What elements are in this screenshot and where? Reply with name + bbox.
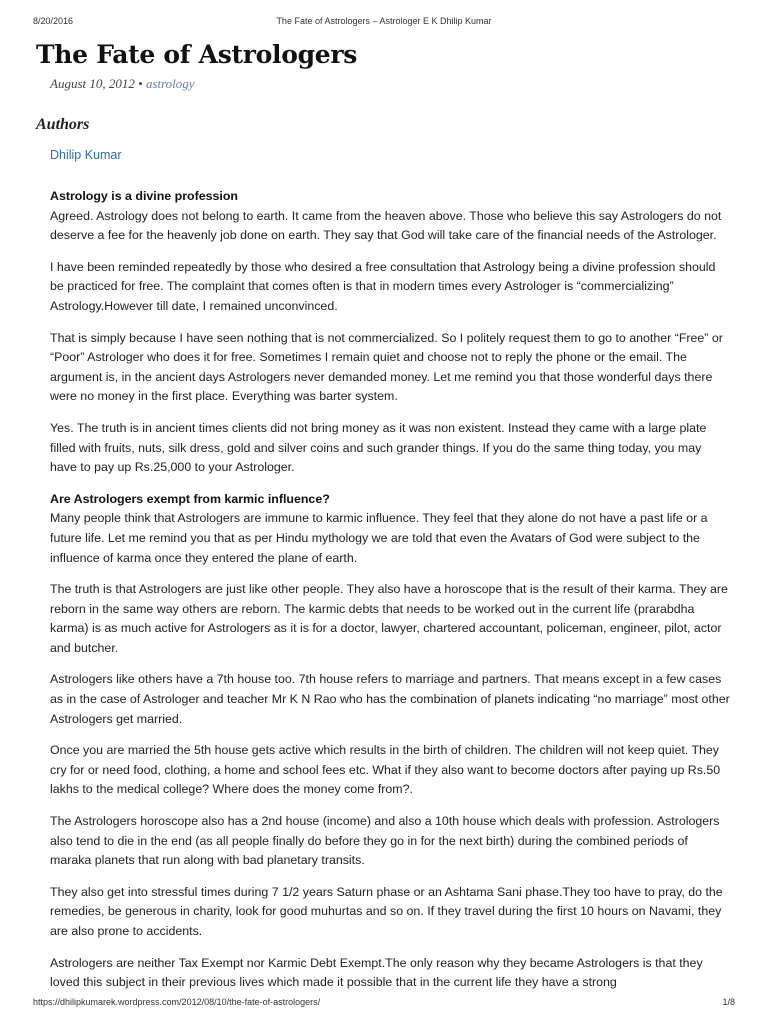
author-link[interactable]: Dhilip Kumar <box>50 148 122 162</box>
print-footer <box>33 997 735 1007</box>
article-title: The Fate of Astrologers <box>36 40 358 69</box>
authors-heading: Authors <box>36 116 90 133</box>
paragraph: Agreed. Astrology does not belong to earth. It came from the heaven above. Those who believe this say Astrologers do not deserve a fee for the heavenly job done on earth. They say that God will take care of the financial needs of the Astrologer. <box>50 208 722 243</box>
section-title: Are Astrologers exempt from karmic influence? <box>50 491 330 506</box>
article-meta <box>50 76 736 92</box>
paragraph: Once you are married the 5th house gets active which results in the birth of children. The children will not keep quiet. They cry for or need food, clothing, a home and school fees etc. What if they also want to become doctors after paying up Rs.50 lakhs to the medical college? Where does the money come from?. <box>50 743 721 797</box>
meta-separator: • <box>134 76 146 91</box>
paragraph: The Astrologers horoscope also has a 2nd house (income) and also a 10th house which deals with profession. Astrologers also tend to die in the end (as all people finally do before they go in for the next birth) during the combined periods of maraka planets that run along with bad planetary transits. <box>50 814 720 868</box>
paragraph: Astrologers are neither Tax Exempt nor Karmic Debt Exempt.The only reason why they became Astrologers is that they loved this subject in their previous lives which made it possible that in the current life they have a strong <box>50 955 703 990</box>
print-page-title: The Fate of Astrologers – Astrologer E K Dhilip Kumar <box>276 16 492 26</box>
post-date[interactable]: August 10, 2012 <box>50 76 135 91</box>
category-link[interactable]: astrology <box>145 76 195 91</box>
print-date: 8/20/2016 <box>33 16 74 26</box>
paragraph: The truth is that Astrologers are just like other people. They also have a horoscope that is the result of their karma. They are reborn in the same way others are reborn. The karmic debts that needs to be worked out in the current life (prarabdha karma) is as much active for Astrologers as it is for a doctor, lawyer, chartered accountant, policeman, engineer, pilot, actor and butcher. <box>50 582 728 655</box>
paragraph: That is simply because I have seen nothing that is not commercialized. So I politely request them to go to another “Free” or “Poor” Astrologer who does it for free. Sometimes I remain quiet and choose not to reply the phone or the email. The argument is, in the ancient days Astrologers never demanded money. Let me remind you that those wonderful days there were no money in the first place. Everything was barter system. <box>50 330 723 404</box>
article-body <box>50 187 730 993</box>
paragraph: I have been reminded repeatedly by those who desired a free consultation that Astrology being a divine profession should be practiced for free. The complaint that comes often is that in modern times every Astrologer is “commercializing” Astrology.However till date, I remained unconvinced. <box>50 259 716 313</box>
page-url: https://dhilipkumarek.wordpress.com/2012/08/10/the-fate-of-astrologers/ <box>33 997 321 1007</box>
print-header <box>33 16 735 26</box>
paragraph: Astrologers like others have a 7th house too. 7th house refers to marriage and partners. That means except in a few cases as in the case of Astrologer and teacher Mr K N Rao who has the combination of planets indicating “no marriage” most other Astrologers get married. <box>50 672 730 726</box>
paragraph: Yes. The truth is in ancient times clients did not bring money as it was non existent. Instead they came with a large plate filled with fruits, nuts, silk dress, gold and silver coins and such grander things. If you do the same thing today, you may have to pay up Rs.25,000 to your Astrologer. <box>50 420 707 475</box>
paragraph: They also get into stressful times during 7 1/2 years Saturn phase or an Ashtama Sani phase.They too have to pray, do the remedies, be generous in charity, look for good muhurtas and so on. If they travel during the first 10 hours on Navami, they are also prone to accidents. <box>50 884 723 938</box>
article <box>36 36 736 1005</box>
page-number: 1/8 <box>722 997 735 1007</box>
paragraph: Many people think that Astrologers are immune to karmic influence. They feel that they alone do not have a past life or a future life. Let me remind you that as per Hindu mythology we are told that even the Avatars of God were subject to the influence of karma once they entered the plane of earth. <box>50 511 708 565</box>
section-title: Astrology is a divine profession <box>50 189 238 203</box>
